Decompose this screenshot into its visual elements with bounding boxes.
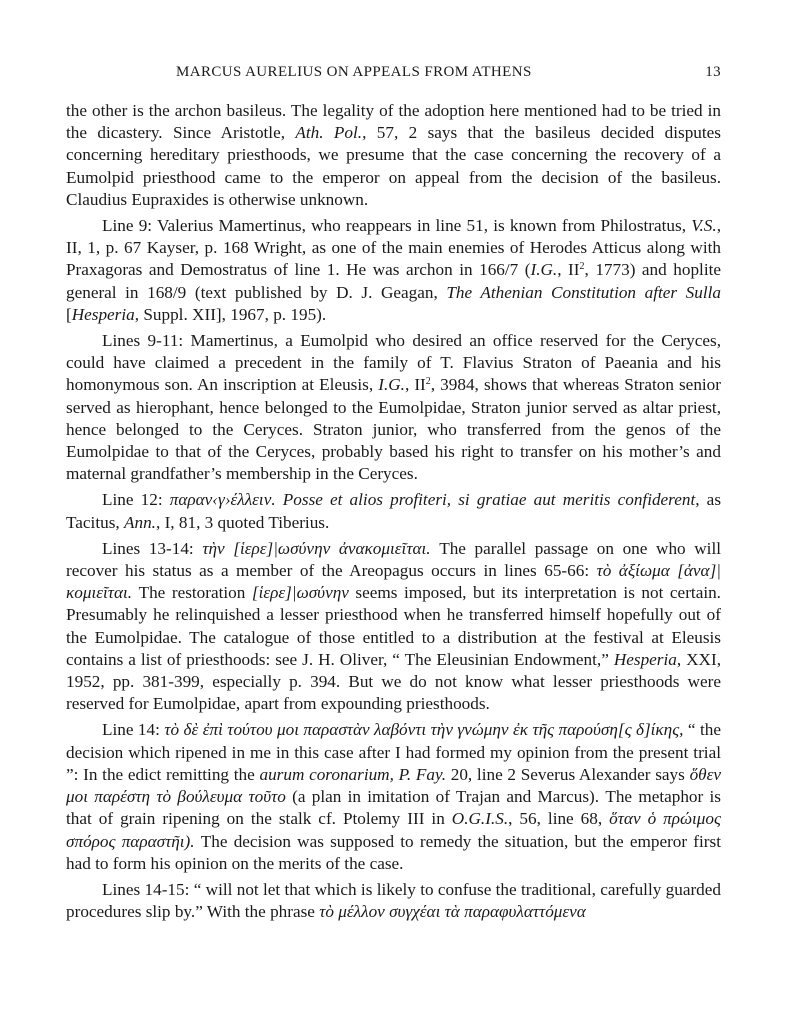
page-number: 13 bbox=[705, 64, 721, 80]
paragraph-line-12: Line 12: παραν‹γ›έλλειν. Posse et alios profiteri, si gratiae aut meritis confiderent, as Tacitus, Ann., I, 81, 3 quoted Tiberius. bbox=[66, 490, 722, 532]
paragraph-lines-9-11: Lines 9-11: Mamertinus, a Eumolpid who desired an office reserved for the Ceryces, could have claimed a precedent in the family of T. Flavius Straton of Paeania and his homonymous son. An inscription at Eleusis, I.G., $II^2$, 3984, shows that whereas Straton senior served as hierophant, hence belonged to the Eumolpidae, Straton junior served as altar priest, hence belonged to the Ceryces. Straton junior, who transferred from the genos of the Eumolpidae to that of the Ceryces, probably based his right to transfer on his mother’s and maternal grandfather’s membership in the Ceryces. bbox=[66, 331, 721, 484]
paragraph-line-9: Line 9: Valerius Mamertinus, who reappears in line 51, is known from Philostratus, V.S., II, 1, p. 67 Kayser, p. 168 Wright, as one of the main enemies of Herodes Atticus along with Praxagoras and Demostratus of line 1. He was archon in 166/7 (I.G., $II^2$, 1773) and hoplite general in 168/9 (text published by D. J. Geagan, The Athenian Constitution after Sulla [Hesperia, Suppl. XII], 1967, p. 195). bbox=[66, 216, 721, 324]
paragraph-lines-14-15: Lines 14-15: “ will not let that which is likely to confuse the traditional, carefully guarded procedures slip by.” With the phrase τὸ μέλλον συγχέαι τὰ παραφυλαττόμενα bbox=[66, 879, 721, 922]
paragraph-lines-13-14: Lines 13-14: τὴν [ἱερε]|ωσύνην ἀνακομιεῖται. The parallel passage on one who will recover his status as a member of the Areopagus occurs in lines 65-66: τὸ ἀξίωμα [ἀνα]|κομιεῖται. The restoration [ἱερε]|ωσύνην seems imposed, but its interpretation is not certain. Presumably he relinquished a lesser priesthood when he transferred himself hopefully out of the Eumolpidae. The catalogue of those entitled to a distribution at the festival at Eleusis contains a list of priesthoods: see J. H. Oliver, “ The Eleusinian Endowment,” Hesperia, XXI, 1952, pp. 381-399, especially p. 394. But we do not know what lesser priesthoods were reserved for Eumolpidae, apart from expounding priesthoods. bbox=[66, 538, 721, 714]
running-header bbox=[66, 64, 721, 86]
running-title: MARCUS AURELIUS ON APPEALS FROM ATHENS bbox=[176, 64, 532, 80]
paragraph-line-14: Line 14: τὸ δὲ ἐπὶ τούτου μοι παραστὰν λαβόντι τὴν γνώμην ἐκ τῆς παρούση[ς δ]ίκης, “ the decision which ripened in me in this case after I had formed my opinion from the present trial ”: In the edict remitting the aurum coronarium, P. Fay. 20, line 2 Severus Alexander says ὅθεν μοι παρέστη τὸ βούλευμα τοῦτο (a plan in imitation of Trajan and Marcus). The metaphor is that of grain ripening on the stalk cf. Ptolemy III in O.G.I.S., 56, line 68, ὅταν ὁ πρώιμος σπόρος παραστῆι). The decision was supposed to remedy the situation, but the emperor first had to form his opinion on the merits of the case. bbox=[66, 720, 722, 873]
article-body bbox=[66, 100, 721, 927]
paragraph-continued: the other is the archon basileus. The legality of the adoption here mentioned had to be tried in the dicastery. Since Aristotle, Ath. Pol., 57, 2 says that the basileus decided disputes concerning hereditary priesthoods, we presume that the case concerning the recovery of a Eumolpid priesthood came to the emperor on appeal from the decision of the basileus. Claudius Eupraxides is otherwise unknown. bbox=[66, 101, 721, 209]
